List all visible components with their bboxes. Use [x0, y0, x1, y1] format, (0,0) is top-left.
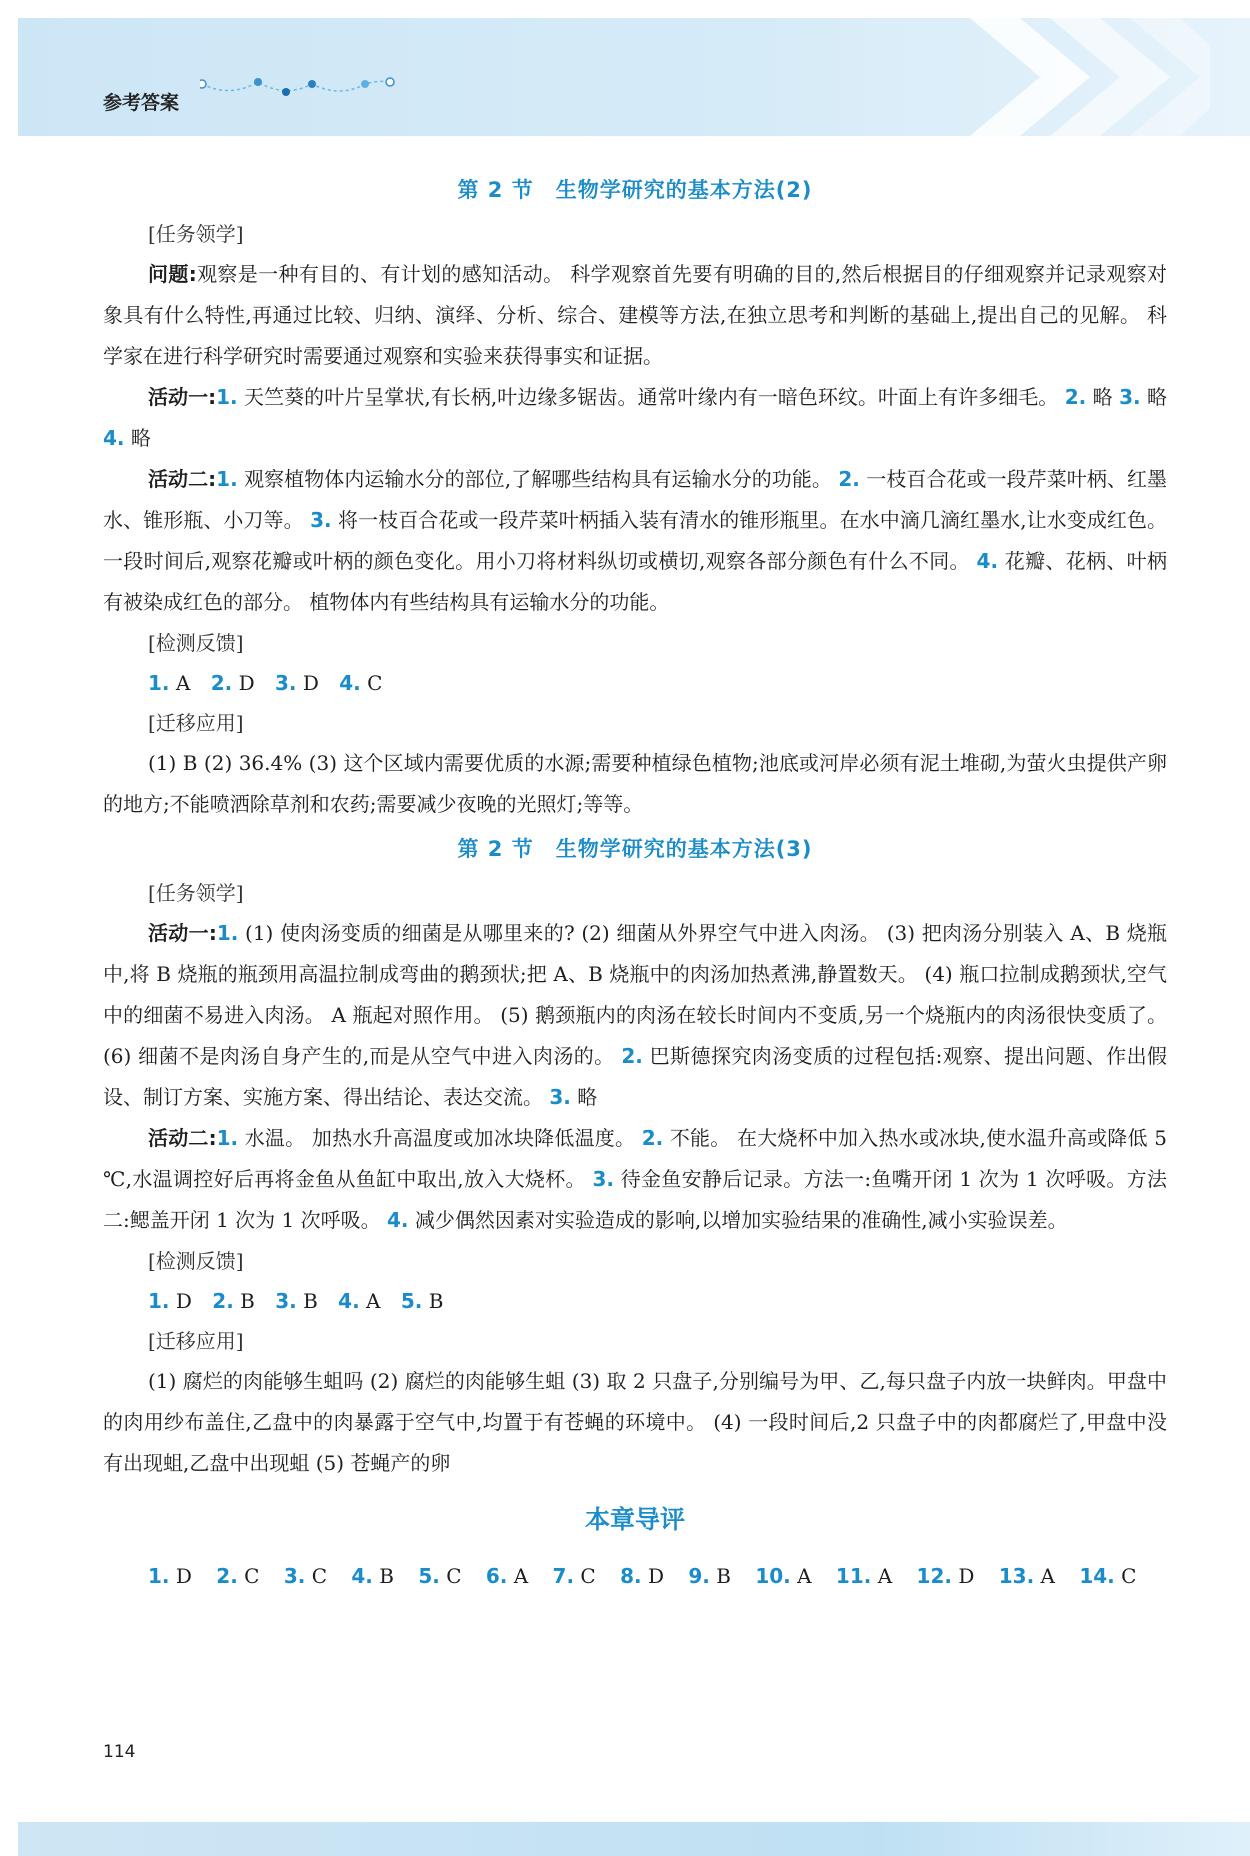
activity-1-paragraph — [103, 913, 1167, 1118]
section-name: 生物学研究的基本方法(3) — [555, 837, 813, 861]
answer-value: A — [175, 671, 191, 695]
answer-number: 4. — [338, 1289, 360, 1313]
answer-item — [275, 671, 319, 695]
item-number: 3. — [592, 1167, 615, 1191]
question-label: 问题: — [148, 262, 197, 286]
chapter-answers — [103, 1556, 1167, 1596]
answer-item — [351, 1564, 394, 1588]
answer-number: 4. — [339, 671, 361, 695]
answer-item — [211, 671, 255, 695]
item-number: 3. — [1119, 385, 1141, 409]
item-text: 水温。 加热水升高温度或加冰块降低温度。 — [238, 1126, 642, 1150]
answer-item — [620, 1564, 664, 1588]
item-text: 一枝百合花或一段芹菜叶柄、红墨水、锥形瓶、小刀等。 — [103, 467, 1168, 532]
answer-number: 12. — [916, 1564, 952, 1588]
answer-value: B — [716, 1564, 731, 1588]
answer-number: 2. — [212, 1289, 234, 1313]
answer-value: A — [513, 1564, 529, 1588]
answer-item — [836, 1564, 892, 1588]
item-number: 1. — [216, 921, 239, 945]
answer-number: 3. — [275, 1289, 297, 1313]
answer-value: D — [647, 1564, 665, 1588]
check-tag: [检测反馈] — [148, 1249, 244, 1273]
answer-item — [418, 1564, 461, 1588]
answer-number: 2. — [210, 671, 233, 695]
activity-label: 活动一: — [148, 385, 217, 409]
section-name: 生物学研究的基本方法(2) — [555, 178, 813, 202]
answer-item — [339, 671, 382, 695]
section-2 — [103, 174, 1167, 825]
answer-item — [148, 671, 190, 695]
item-number: 2. — [1064, 385, 1087, 409]
item-number: 1. — [216, 1126, 239, 1150]
answer-value: B — [428, 1289, 444, 1313]
answer-value: B — [240, 1289, 255, 1313]
answer-value: A — [1040, 1564, 1055, 1588]
item-text: (1) 使肉汤变质的细菌是从哪里来的? (2) 细菌从外界空气中进入肉汤。 (3) 把肉汤分别装入 A、B 烧瓶中,将 B 烧瓶的瓶颈用高温拉制成弯曲的鹅颈状;把 A、B 烧瓶中的肉汤加热煮沸,静置数天。 (4) 瓶口拉制成鹅颈状,空气中的细菌不易进入肉汤。 A 瓶起对照作用。 (5) 鹅颈瓶内的肉汤在较长时间内不变质,另一个烧瓶内的肉汤很快变质了。 (6) 细菌不是肉汤自身产生的,而是从空气中进入肉汤的。 — [103, 921, 1167, 1068]
answer-number: 11. — [835, 1564, 872, 1588]
answer-value: B — [303, 1289, 318, 1313]
answer-number: 3. — [283, 1564, 306, 1588]
answer-value: C — [244, 1564, 260, 1588]
answer-item — [755, 1564, 811, 1588]
answer-value: C — [580, 1564, 596, 1588]
item-number: 2. — [641, 1126, 664, 1150]
answer-item — [284, 1564, 327, 1588]
item-text: 略 — [124, 426, 151, 450]
activity-label: 活动二: — [148, 467, 217, 491]
section-number: 第 2 节 — [457, 837, 534, 861]
item-text: 不能。 在大烧杯中加入热水或冰块,使水温升高或降低 5 ℃,水温调控好后再将金鱼从鱼缸中取出,放入大烧杯。 — [103, 1126, 1168, 1191]
answer-item — [1079, 1564, 1136, 1588]
question-paragraph — [103, 254, 1167, 377]
item-text: 略 — [1086, 385, 1120, 409]
answer-item — [275, 1289, 318, 1313]
chapter-title: 本章导评 — [584, 1505, 685, 1534]
answer-number: 1. — [148, 1289, 170, 1313]
chapter-review — [103, 1500, 1167, 1596]
check-answers — [103, 1281, 1167, 1321]
apply-paragraph: (1) 腐烂的肉能够生蛆吗 (2) 腐烂的肉能够生蛆 (3) 取 2 只盘子,分别编号为甲、乙,每只盘子内放一块鲜肉。甲盘中的肉用纱布盖住,乙盘中的肉暴露于空气中,均置于有苍蝇的环境中。 (4) 一段时间后,2 只盘子中的肉都腐烂了,甲盘中没有出现蛆,乙盘中出现蛆 (5) 苍蝇产的卵 — [103, 1369, 1167, 1475]
answer-item — [999, 1564, 1055, 1588]
item-text: 减少偶然因素对实验造成的影响,以增加实验结果的准确性,减小实验误差。 — [408, 1208, 1068, 1232]
answer-number: 4. — [351, 1564, 373, 1588]
apply-tag: [迁移应用] — [148, 711, 244, 735]
section-3 — [103, 833, 1167, 1484]
header-label: 参考答案 — [103, 92, 180, 114]
item-text: 花瓣、花柄、叶柄有被染成红色的部分。 植物体内有些结构具有运输水分的功能。 — [103, 549, 1167, 614]
answer-number: 9. — [688, 1564, 710, 1588]
item-text: 略 — [1140, 385, 1168, 409]
item-number: 4. — [976, 549, 999, 573]
task-tag: [任务领学] — [148, 881, 244, 905]
answer-item — [553, 1564, 596, 1588]
page-number: 114 — [103, 1742, 136, 1762]
task-tag: [任务领学] — [148, 222, 244, 246]
answer-number: 10. — [755, 1564, 791, 1588]
answer-value: C — [311, 1564, 328, 1588]
answer-value: D — [958, 1564, 975, 1588]
item-text: 略 — [570, 1085, 598, 1109]
answer-value: A — [797, 1564, 812, 1588]
answer-number: 5. — [400, 1289, 423, 1313]
answer-number: 6. — [485, 1564, 508, 1588]
item-text: 观察植物体内运输水分的部位,了解哪些结构具有运输水分的功能。 — [237, 467, 839, 491]
answer-item — [917, 1564, 975, 1588]
answer-number: 8. — [620, 1564, 642, 1588]
answer-item — [148, 1564, 192, 1588]
answer-value: C — [1121, 1564, 1137, 1588]
item-text: 待金鱼安静后记录。方法一:鱼嘴开闭 1 次为 1 次呼吸。方法二:鳃盖开闭 1 次为 1 次呼吸。 — [103, 1167, 1167, 1232]
answer-item — [148, 1289, 192, 1313]
answer-number: 1. — [148, 671, 170, 695]
answer-item — [338, 1289, 380, 1313]
answer-item — [401, 1289, 444, 1313]
answer-value: A — [366, 1289, 381, 1313]
section-number: 第 2 节 — [457, 178, 534, 202]
answer-value: D — [175, 1564, 192, 1588]
activity-label: 活动二: — [148, 1126, 217, 1150]
answer-value: D — [238, 671, 255, 695]
answer-number: 3. — [274, 671, 297, 695]
item-number: 1. — [216, 385, 238, 409]
section-title — [103, 174, 1167, 204]
item-number: 2. — [621, 1044, 643, 1068]
question-text: 观察是一种有目的、有计划的感知活动。 科学观察首先要有明确的目的,然后根据目的仔细观察并记录观察对象具有什么特性,再通过比较、归纳、演绎、分析、综合、建模等方法,在独立思考和判断的基础上,提出自己的见解。 科学家在进行科学研究时需要通过观察和实验来获得事实和证据。 — [103, 262, 1167, 368]
activity-label: 活动一: — [148, 921, 217, 945]
answer-value: A — [877, 1564, 893, 1588]
chevron-arrows-icon — [950, 18, 1210, 136]
answer-content — [103, 174, 1167, 1596]
footer-band — [18, 1822, 1250, 1856]
answer-number: 2. — [216, 1564, 238, 1588]
item-number: 3. — [549, 1085, 571, 1109]
apply-paragraph: (1) B (2) 36.4% (3) 这个区域内需要优质的水源;需要种植绿色植物;池底或河岸必须有泥土堆砌,为萤火虫提供产卵的地方;不能喷洒除草剂和农药;需要减少夜晚的光照灯;等等。 — [103, 751, 1167, 816]
answer-item — [216, 1564, 259, 1588]
answer-value: B — [379, 1564, 394, 1588]
answer-number: 1. — [148, 1564, 170, 1588]
item-number: 2. — [838, 467, 860, 491]
answer-number: 14. — [1079, 1564, 1115, 1588]
answer-item — [688, 1564, 731, 1588]
answer-value: C — [446, 1564, 462, 1588]
item-number: 3. — [310, 508, 332, 532]
answer-number: 5. — [418, 1564, 440, 1588]
activity-2-paragraph — [103, 459, 1167, 623]
item-text: 将一枝百合花或一段芹菜叶柄插入装有清水的锥形瓶里。在水中滴几滴红墨水,让水变成红色。一段时间后,观察花瓣或叶柄的颜色变化。用小刀将材料纵切或横切,观察各部分颜色有什么不同。 — [103, 508, 1168, 573]
item-number: 1. — [216, 467, 238, 491]
item-text: 巴斯德探究肉汤变质的过程包括:观察、提出问题、作出假设、制订方案、实施方案、得出结论、表达交流。 — [103, 1044, 1167, 1109]
answer-item — [212, 1289, 255, 1313]
activity-2-paragraph — [103, 1118, 1167, 1241]
answer-number: 13. — [998, 1564, 1035, 1588]
activity-1-paragraph — [103, 377, 1167, 459]
section-title — [103, 833, 1167, 863]
answer-item — [486, 1564, 528, 1588]
apply-tag: [迁移应用] — [148, 1329, 244, 1353]
check-tag: [检测反馈] — [148, 631, 244, 655]
answer-value: D — [175, 1289, 192, 1313]
item-number: 4. — [386, 1208, 409, 1232]
answer-value: C — [367, 671, 383, 695]
item-text: 天竺葵的叶片呈掌状,有长柄,叶边缘多锯齿。通常叶缘内有一暗色环纹。叶面上有许多细毛。 — [237, 385, 1065, 409]
answer-number: 7. — [552, 1564, 575, 1588]
check-answers — [103, 663, 1167, 703]
item-number: 4. — [103, 426, 125, 450]
answer-value: D — [302, 671, 319, 695]
dotted-wave-decoration — [200, 76, 400, 100]
